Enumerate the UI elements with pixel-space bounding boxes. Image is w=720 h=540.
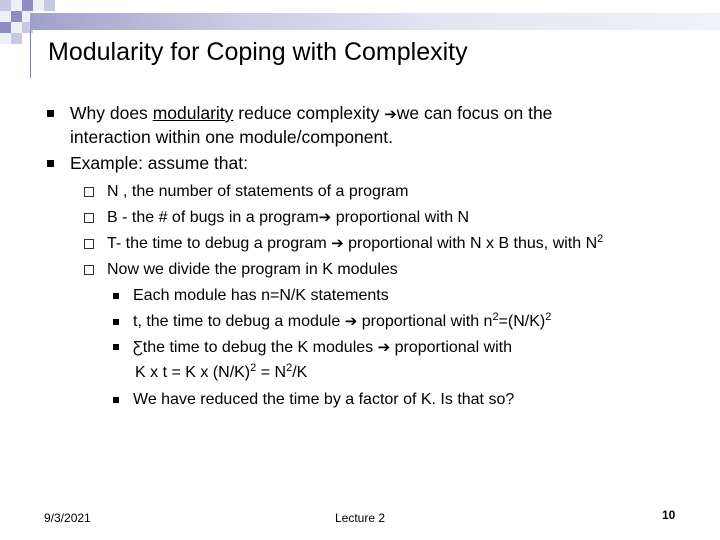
- footer-date: 9/3/2021: [44, 511, 91, 525]
- subsub-t-text-a: t, the time to debug a module: [133, 313, 345, 330]
- checkbox-bullet-icon: [84, 239, 94, 249]
- formula-sup-2: 2: [286, 362, 293, 374]
- garbled-glyph: Ƹ: [133, 339, 143, 356]
- slide-title: Modularity for Coping with Complexity: [48, 38, 468, 66]
- subsub-t-text-c: =(N/K): [498, 313, 546, 330]
- bullet-1-underlined: modularity: [152, 103, 234, 123]
- sub-t-text-b: proportional with N x B thus, with N: [343, 235, 598, 252]
- arrow-right-icon: ➔: [318, 209, 332, 226]
- formula-part-c: /K: [292, 364, 308, 381]
- arrow-right-icon: ➔: [344, 313, 358, 330]
- subsub-bullet-k-modules: [133, 338, 512, 358]
- checkbox-bullet-icon: [84, 265, 94, 275]
- formula-part-b: = N: [256, 364, 287, 381]
- bullet-example: Example: assume that:: [70, 153, 248, 173]
- subsub-t-sup-1: 2: [492, 311, 499, 323]
- arrow-right-icon: ➔: [331, 235, 344, 252]
- checkbox-bullet-icon: [84, 213, 94, 223]
- subsub-k-text-a: the time to debug the K modules: [142, 339, 378, 356]
- header-gradient-bar: [30, 13, 720, 30]
- sub-b-text-b: proportional with N: [331, 209, 470, 226]
- sub-b-text-a: B - the # of bugs in a program: [107, 209, 319, 226]
- checkbox-bullet-icon: [84, 187, 94, 197]
- arrow-right-icon: ➔: [384, 106, 397, 123]
- bullet-square-small: [113, 344, 119, 350]
- bullet-square-small: [113, 319, 119, 325]
- subsub-k-text-b: proportional with: [390, 339, 513, 356]
- sub-bullet-divide: Now we divide the program in K modules: [107, 261, 398, 278]
- sub-bullet-n: N , the number of statements of a program: [107, 183, 409, 200]
- subsub-bullet-t: [133, 312, 551, 332]
- sub-t-text-a: T- the time to debug a program: [107, 235, 332, 252]
- bullet-square-2: [47, 160, 54, 167]
- sub-t-superscript: 2: [597, 233, 604, 245]
- sub-bullet-b: [107, 208, 469, 228]
- bullet-1-text-b: reduce complexity: [233, 103, 385, 123]
- subsub-bullet-each-module: Each module has n=N/K statements: [133, 287, 389, 304]
- bullet-modularity: [70, 102, 552, 126]
- formula-sup-1: 2: [250, 362, 257, 374]
- page-number: 10: [662, 508, 676, 522]
- subsub-t-sup-2: 2: [545, 311, 552, 323]
- footer-lecture: Lecture 2: [335, 511, 386, 525]
- sub-bullet-t: [107, 234, 603, 254]
- subsub-k-formula: [135, 363, 307, 383]
- arrow-right-icon: ➔: [377, 339, 391, 356]
- bullet-square-1: [47, 110, 54, 117]
- header-vertical-line: [30, 30, 31, 78]
- bullet-square-small: [113, 397, 119, 403]
- formula-part-a: K x t = K x (N/K): [135, 364, 251, 381]
- bullet-1-line-2: interaction within one module/component.: [70, 127, 393, 147]
- subsub-t-text-b: proportional with n: [357, 313, 493, 330]
- bullet-square-small: [113, 293, 119, 299]
- bullet-1-text-c: we can focus on the: [396, 103, 553, 123]
- bullet-1-text-a: Why does: [70, 103, 153, 123]
- subsub-bullet-reduced: We have reduced the time by a factor of K. Is that so?: [133, 391, 515, 408]
